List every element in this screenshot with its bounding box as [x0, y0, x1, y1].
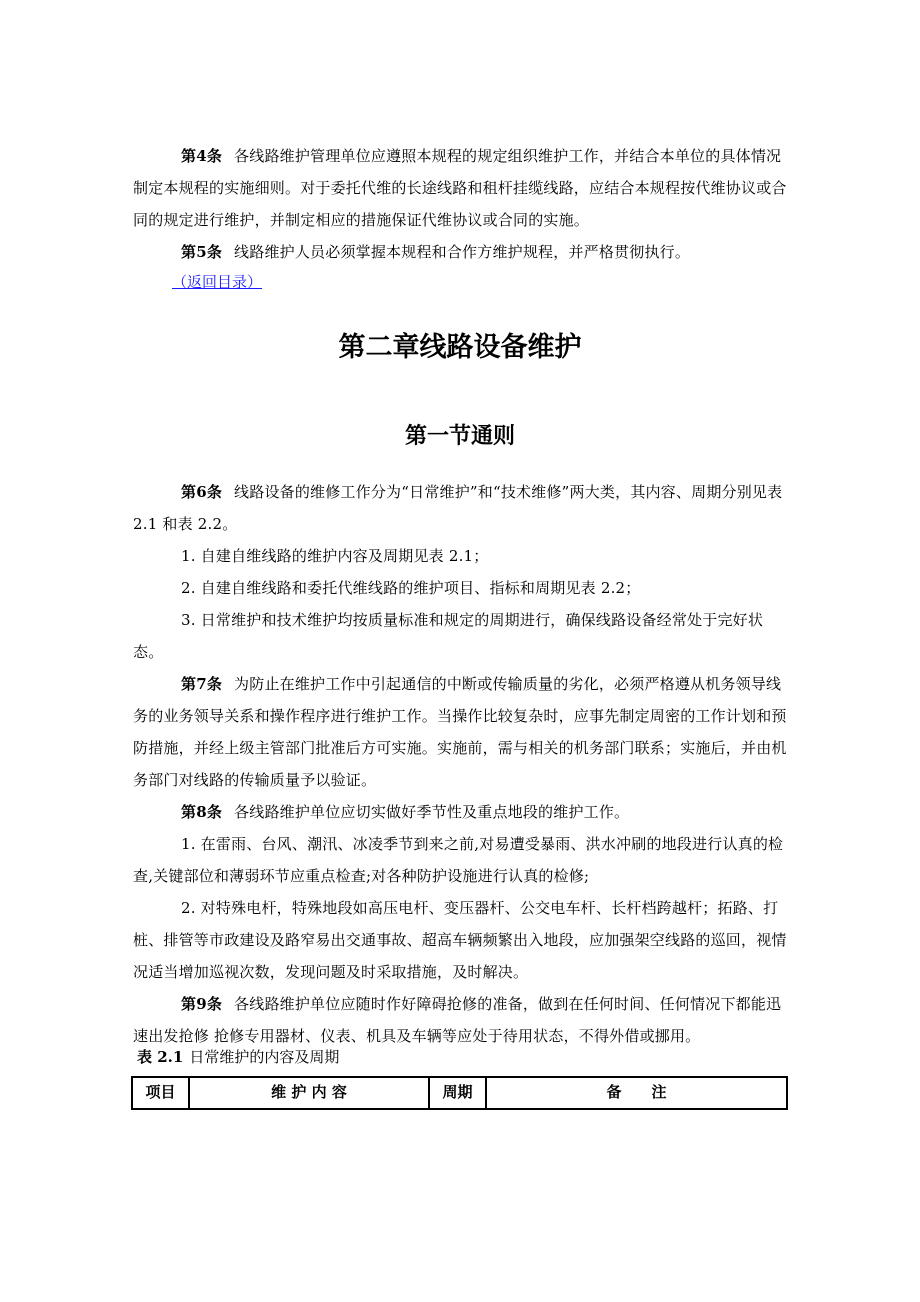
- article-6-item-2: 2. 自建自维线路和委托代维线路的维护项目、指标和周期见表 2.2；: [181, 579, 641, 597]
- header-content: 维 护 内 容: [189, 1077, 429, 1109]
- header-item: 项目: [132, 1077, 189, 1109]
- article-4-label: 第4条: [181, 147, 223, 165]
- chapter-title: 第二章线路设备维护: [338, 332, 582, 363]
- article-8: [133, 796, 789, 828]
- article-5-text: 线路维护人员必须掌握本规程和合作方维护规程，并严格贯彻执行。: [234, 243, 691, 261]
- section-title: 第一节通则: [404, 423, 515, 449]
- article-4-text: 各线路维护管理单位应遵照本规程的规定组织维护工作，并结合本单位的具体情况制定本规程的实施细则。对于委托代维的长途线路和租杆挂缆线路，应结合本规程按代维协议或合同的规定进行维护，并制定相应的措施保证代维协议或合同的实施。: [133, 147, 787, 229]
- article-6-item-3: 3. 日常维护和技术维护均按质量标准和规定的周期进行，确保线路设备经常处于完好状态。: [133, 611, 764, 661]
- article-7-label: 第7条: [181, 675, 223, 693]
- article-6: [133, 476, 789, 540]
- back-to-contents-link[interactable]: （返回目录）: [172, 273, 263, 291]
- header-period: 周期: [429, 1077, 486, 1109]
- table-header-row: [132, 1077, 787, 1109]
- article-4: [133, 140, 789, 236]
- article-8-item-1: 1. 在雷雨、台风、潮汛、冰凌季节到来之前,对易遭受暴雨、洪水冲刷的地段进行认真的检查,关键部位和薄弱环节应重点检查;对各种防护设施进行认真的检修;: [133, 835, 784, 885]
- article-5: [133, 236, 789, 268]
- article-6-text: 线路设备的维修工作分为“日常维护”和“技术维修”两大类，其内容、周期分别见表 2.1 和表 2.2。: [133, 483, 783, 533]
- article-9-text: 各线路维护单位应随时作好障碍抢修的准备，做到在任何时间、任何情况下都能迅速出发抢修 抢修专用器材、仪表、机具及车辆等应处于待用状态，不得外借或挪用。: [133, 995, 782, 1045]
- article-7: [133, 668, 789, 796]
- table-caption-number: 表 2.1: [137, 1048, 184, 1066]
- article-6-item-1: 1. 自建自维线路的维护内容及周期见表 2.1；: [181, 547, 489, 565]
- article-8-item-2: 2. 对特殊电杆，特殊地段如高压电杆、变压器杆、公交电车杆、长杆档跨越杆；拓路、打桩、排管等市政建设及路窄易出交通事故、超高车辆频繁出入地段，应加强架空线路的巡回，视情况适当增加巡视次数，发现问题及时采取措施，及时解决。: [133, 899, 787, 981]
- article-8-text: 各线路维护单位应切实做好季节性及重点地段的维护工作。: [234, 803, 630, 821]
- maintenance-table: [131, 1076, 788, 1110]
- header-remarks: 备 注: [486, 1077, 787, 1109]
- article-9: [133, 988, 789, 1052]
- article-9-label: 第9条: [181, 995, 223, 1013]
- table-caption-text: 日常维护的内容及周期: [189, 1048, 340, 1066]
- article-5-label: 第5条: [181, 243, 223, 261]
- article-8-label: 第8条: [181, 803, 223, 821]
- article-7-text: 为防止在维护工作中引起通信的中断或传输质量的劣化，必须严格遵从机务领导线务的业务领导关系和操作程序进行维护工作。当操作比较复杂时，应事先制定周密的工作计划和预防措施，并经上级主管部门批准后方可实施。实施前，需与相关的机务部门联系；实施后，并由机务部门对线路的传输质量予以验证。: [133, 675, 787, 789]
- table-caption: [137, 1045, 339, 1069]
- article-6-label: 第6条: [181, 483, 223, 501]
